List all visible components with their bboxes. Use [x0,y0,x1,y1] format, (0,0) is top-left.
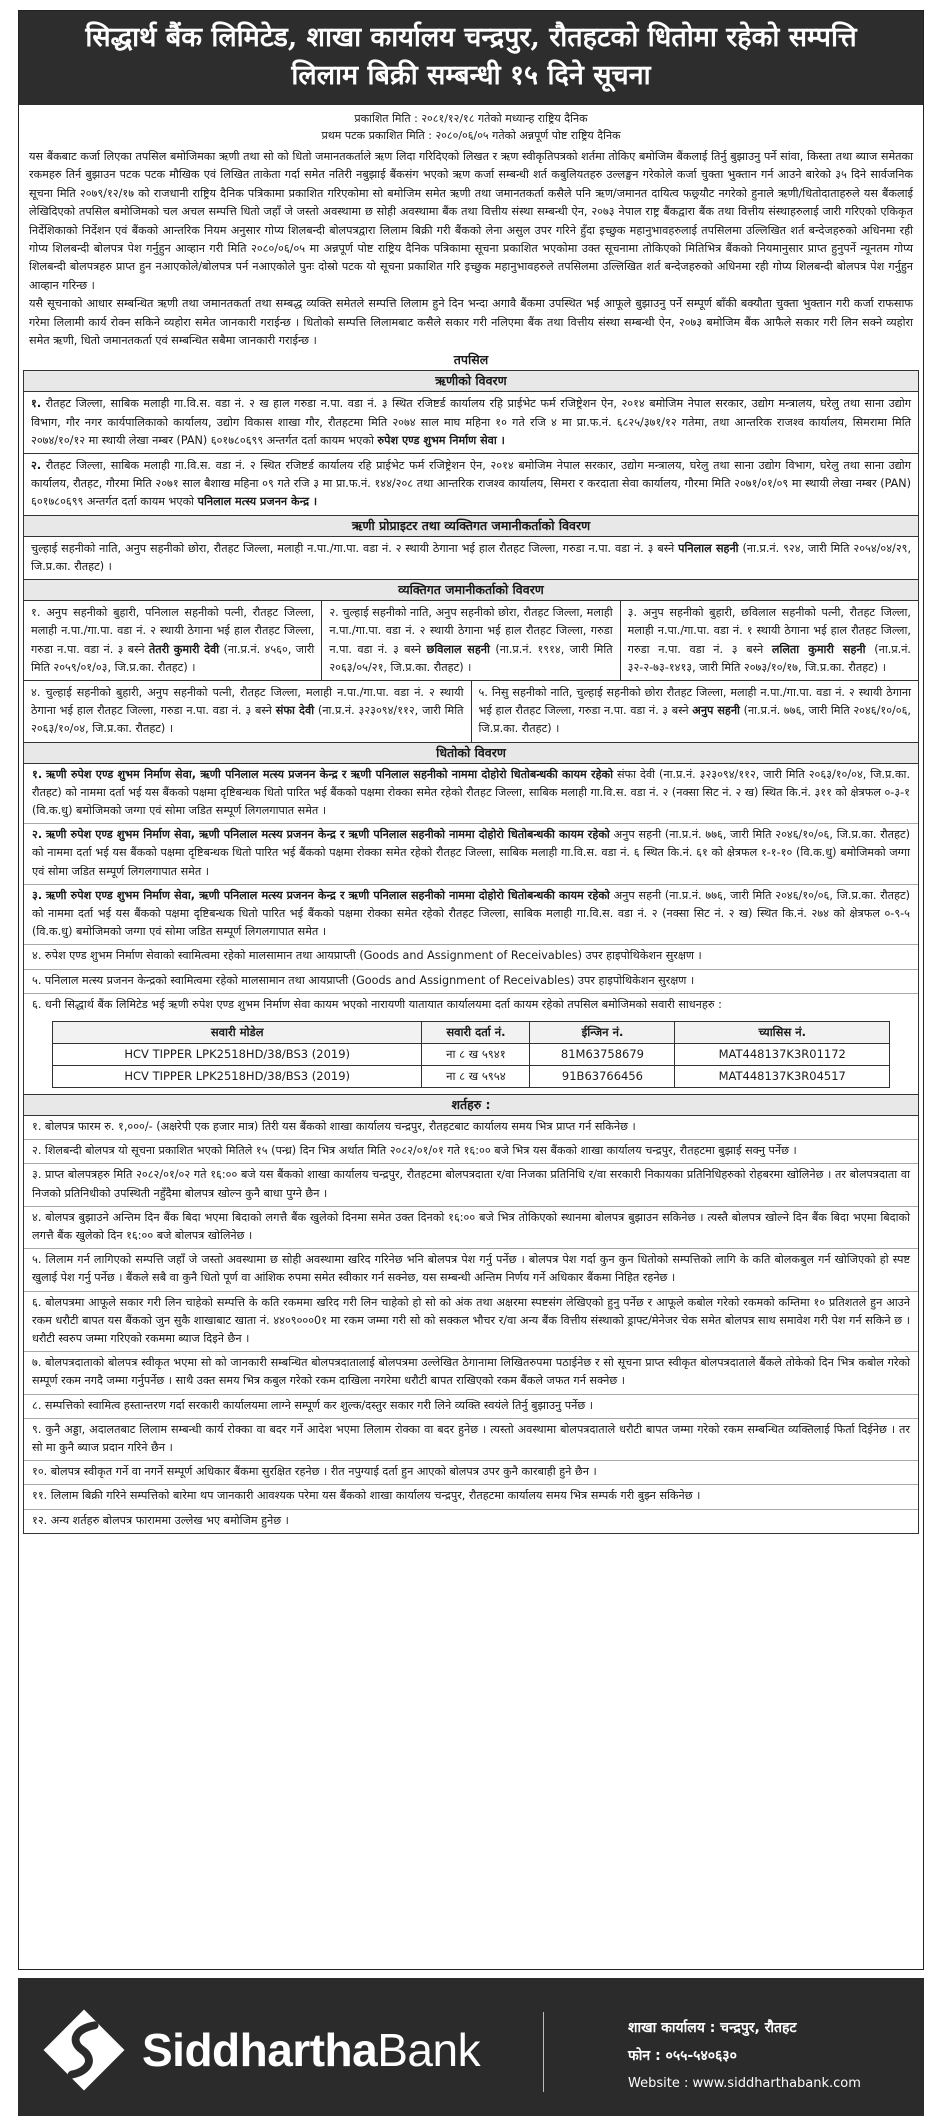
guarantor-1-tail: (ना.प्र.नं. ४५६०, जारी मिति २०५९/०१/०३, जि.प्र.का. रौतहट) । [31,642,315,674]
proprietor-detail [24,537,918,579]
proprietor-heading: ऋणी प्रोप्राइटर तथा व्यक्तिगत जमानीकर्ताको विवरण [24,515,918,537]
vehicle-reg: ना ८ ख ५९५४ [422,1065,530,1087]
collateral-item-1-bold: ऋणी रुपेश एण्ड शुभम निर्माण सेवा, ऋणी पनिलाल मत्स्य प्रजनन केन्द्र र ऋणी पनिलाल सहनीको नाममा दोहोरो धितोबन्धकी कायम रहेको [46,767,614,781]
collateral-heading: धितोको विवरण [24,742,918,764]
borrower-item-1-num: १. [31,397,42,411]
condition-item: ६. बोलपत्रमा आफूले सकार गरी लिन चाहेको सम्पत्ति के कति रकममा खरिद गरी लिन चाहेको हो सो को अंक तथा अक्षरमा स्पष्टसंग लेखिएको हुनु पर्नेछ र आफूले कबोल गरेको रकमको कम्तिमा १० प्रतिशतले हुन आउने रकम धरौटी बापत यस बैंकको जुन सुकै शाखाबाट खाता नं. ४४०९०००0१ मा रकम जम्मा गरी सो को सक्कल भौचर र/वा अन्य बैंक वित्तीय संस्थाको ड्राफ्ट/मेनेजर चेक समेत बोलपत्र साथ समावेश गरी पेश गर्न सकिने छ । धरौटी स्वरुप जम्मा गरिएको रकममा ब्याज दिइने छैन । [24,1291,918,1352]
guarantor-heading: व्यक्तिगत जमानीकर्ताको विवरण [24,579,918,601]
table-row [53,1065,890,1087]
collateral-item-2-text: अनुप सहनी (ना.प्र.नं. ७७६, जारी मिति २०४६/१०/०६, जि.प्र.का. रौतहट) को नाममा दर्ता भई यस बैंकको पक्षमा दृष्टिबन्धक धितो पारित भई बैंकको पक्षमा रोक्का समेत रहेको रौतहट जिल्ला, साबिक मलाही गा.वि.स. वडा नं. ६ स्थित कि.नं. ६१ को क्षेत्रफल १-१-१० (वि.क.धु) बमोजिमको जग्गा एवं सोमा जडित सम्पूर्ण लिगलगापात समेत । [32,828,910,878]
bank-website: Website : www.siddharthabank.com [628,2076,861,2091]
condition-item: ७. बोलपत्रदाताको बोलपत्र स्वीकृत भएमा सो को जानकारी सम्बन्धित बोलपत्रदातालाई बोलपत्रमा उल्लेखित ठेगानामा लिखितरुपमा पठाईनेछ र सो सूचना प्राप्त स्वीकृत बोलपत्रदाताले बैंकले तोकेको दिन भित्र कबोल गरेको सम्पूर्ण रकम नगदै जम्मा गर्नुपर्नेछ । साथै उक्त समय भित्र कबुल गरेको रकम दाखिला नगरेमा धरौटी बापत राखिएको रकम बैंकले जफत गर्न सक्नेछ । [24,1351,918,1393]
guarantor-2-text: २. चुल्हाई सहनीको नाति, अनुप सहनीको छोरा, रौतहट जिल्ला, मलाही न.पा./गा.पा. वडा नं. २ स्थायी ठेगाना भई हाल रौतहट जिल्ला, गरुडा न.पा. वडा नं. ३ बस्ने [329,606,613,656]
vehicle-table-wrap [24,1017,918,1094]
bank-footer [18,1978,924,2116]
borrower-item-1 [24,392,918,453]
vehicle-engine: 81M63758679 [530,1043,675,1065]
vehicle-chassis: MAT448137K3R01172 [675,1043,890,1065]
collateral-item-5: ५. पनिलाल मत्स्य प्रजनन केन्द्रको स्वामित्वमा रहेको मालसामान तथा आयप्राप्ती (Goods and Assignment of Receivables) उपर हाइपोथिकेशन सुरक्षण । [24,969,918,993]
collateral-item-3-num: ३. [32,888,43,902]
notice-title-line1: सिद्धार्थ बैंक लिमिटेड, शाखा कार्यालय चन्द्रपुर, रौतहटको धितोमा रहेको सम्पत्ति [85,22,857,53]
guarantor-row-1 [24,601,918,680]
vehicle-engine: 91B63766456 [530,1065,675,1087]
collateral-item-2-bold: ऋणी रुपेश एण्ड शुभम निर्माण सेवा, ऋणी पनिलाल मत्स्य प्रजनन केन्द्र र ऋणी पनिलाल सहनीको नाममा दोहोरो धितोबन्धकी कायम रहेको [45,828,610,842]
guarantor-3-tail: (ना.प्र.नं. ३२-२-७३-१४१३, जारी मिति २०७३/१०/१७, जि.प्र.का. रौतहट) । [627,642,911,674]
collateral-item-3-bold: ऋणी रुपेश एण्ड शुभम निर्माण सेवा, ऋणी पनिलाल मत्स्य प्रजनन केन्द्र र ऋणी पनिलाल सहनीको नाममा दोहोरो धितोबन्धकी कायम रहेको [45,888,610,902]
branch-phone: फोन : ०५५-५४०६३० [628,2048,737,2064]
condition-item: ११. लिलाम बिक्री गरिने सम्पत्तिको बारेमा थप जानकारी आवश्यक परेमा यस बैंकको शाखा कार्यालय चन्द्रपुर, रौतहटमा कार्यालय समय भित्र सम्पर्क गरी बुझ्न सकिनेछ । [24,1484,918,1508]
condition-item: ९. कुनै अड्डा, अदालतबाट लिलाम सम्बन्धी कार्य रोक्का वा बदर गर्ने आदेश भएमा लिलाम रोक्का वा बदर हुनेछ । त्यस्तो अवस्थामा बोलपत्रदाताले धरौटी बापत जम्मा गरेको रकम सम्बन्धित व्यक्तिलाई फिर्ता दिईनेछ । तर सो मा कुनै ब्याज प्रदान गरिने छैन । [24,1418,918,1460]
collateral-item-3 [24,884,918,945]
publication-date-first: प्रथम पटक प्रकाशित मिति : २०८०/०६/०५ गतेको अन्नपूर्ण पोष्ट राष्ट्रिय दैनिक [321,129,621,142]
condition-item: १. बोलपत्र फारम रु. १,०००/- (अक्षरेपी एक हजार मात्र) तिरी यस बैंकको शाखा कार्यालय चन्द्रपुर, रौतहटबाट कार्यालय समय भित्र प्राप्त गर्न सकिनेछ । [32,1119,636,1133]
guarantor-5-name: अनुप सहनी [692,704,740,718]
footer-divider [543,2012,544,2092]
collateral-item-2 [24,823,918,884]
notice-title-bar [19,11,923,105]
vehicle-chassis: MAT448137K3R04517 [675,1065,890,1087]
collateral-list [24,764,918,1017]
condition-item: ३. प्राप्त बोलपत्रहरु मिति २०८२/०१/०२ गते १६:०० बजे यस बैंकको शाखा कार्यालय चन्द्रपुर, रौतहटमा बोलपत्रदाता र/वा निजका प्रतिनिधि र/वा सरकारी निकायका प्रतिनिधिहरुको रोहबरमा खोलिनेछ । तर बोलपत्रदाता वा निजको प्रतिनिधीको उपस्थिती नहुँदैमा बोलपत्र खोल्न कुनै बाधा पुग्ने छैन । [24,1163,918,1205]
tapasil-label: तपसिल [453,352,489,368]
condition-item: ५. लिलाम गर्न लागिएको सम्पत्ति जहाँ जे जस्तो अवस्थामा छ सोही अवस्थामा खरिद गरिनेछ भनि बोलपत्र पेश गर्नु पर्नेछ । बोलपत्र पेश गर्दा कुन कुन धितोको सम्पत्तिको लागि के कति बोलकबुल गर्न खोजिएको हो स्पष्ट खुलाई पेश गर्नु पर्नेछ । बैंकले सबै वा कुनै धितो पूर्ण वा आंशिक रुपमा समेत स्वीकार गर्न सक्नेछ, यस सम्बन्धी अन्तिम निर्णय गर्ने अधिकार बैंकमा निहित रहनेछ । [24,1248,918,1290]
collateral-item-1 [24,764,918,824]
guarantor-2 [321,601,619,680]
conditions-heading: शर्तहरु : [24,1094,918,1116]
bank-logo [40,2006,480,2094]
borrower-item-2-text: रौतहट जिल्ला, साबिक मलाही गा.वि.स. वडा नं. २ स्थित रजिष्टर्ड कार्यालय रहि प्राईभेट फर्म रजिष्ट्रेशन ऐन, २०१४ बमोजिम नेपाल सरकार, उद्योग मन्त्रालय, घरेलु तथा साना उद्योग विभाग, घरेलु तथा साना उद्योग कार्यालय, रौतहट, गौरमा मिति २०७१ साल बैशाख महिना ०९ गते रजि ३ मा प्रा.फ.नं. १४४/२०८ तथा आन्तरिक राजश्व कार्यालय, सिमरा र करदाता सेवा कार्यालय, गौरमा मिति २०७१/०१/०९ मा स्थायी लेखा नम्बर (PAN) ६०१७८०६९९ अन्तर्गत दर्ता कायम भएको [31,459,911,509]
condition-item: २. शिलबन्दी बोलपत्र यो सूचना प्रकाशित भएको मितिले १५ (पन्ध्र) दिन भित्र अर्थात मिति २०८२/०१/०१ गते १६:०० बजे भित्र यस बैंकको शाखा कार्यालय चन्द्रपुर, रौतहटमा बुझाई सक्नु पर्नेछ । [24,1139,918,1163]
intro-paragraph: यस बैंकबाट कर्जा लिएका तपसिल बमोजिमका ऋणी तथा सो को धितो जमानतकर्ताले ऋण लिदा गरिदिएको लिखत र ऋण स्वीकृतिपत्रको शर्तमा तोकिए बमोजिम बैंकलाई तिर्नु बुझाउनु पर्ने सांवा, किस्ता तथा ब्याज समेतका रकमहरु तिर्न बुझाउन पटक पटक मौखिक एवं लिखित ताकेता गर्दा समेत नतिरी नबुझाई बैंकसंग भएको ऋण कर्जा सम्बन्धी शर्त कबुलियतहरु उल्लङ्घन गरेकोले कर्जा चुक्ता भुक्तान गर्न आउने बारेको ३५ दिने सार्वजनिक सूचना मिति २०७९/१२/१७ को राजधानी राष्ट्रिय दैनिक पत्रिकामा प्रकाशित गरिएकोमा सो बमोजिम समेत ऋणी तथा जमानतकर्ता कसैले पनि ऋण/जमानत दायित्व फछ्र्यौट नगरेको हुनाले ऋणी/धितोदाताहरुले यस बैंकलाई लेखिदिएको तपसिल बमोजिमको चल अचल सम्पत्ति धितो जहाँ जे जस्तो अवस्थामा छ सोही अवस्थामा बैंक तथा वित्तीय संस्था सम्बन्धी ऐन, २०७३ नेपाल राष्ट्र बैंकद्वारा बैंक तथा वित्तीय संस्थाहरुलाई जारी गरिएको एकिकृत निर्देशिकाको निर्देशन एवं बैंकको आन्तरिक नियम अनुसार गोप्य शिलबन्दी बोलपत्रद्वारा लिलाम बिक्री गरी बैंकको लेना असुल उपर गरिने हुँदा इच्छुक महानुभावहरुलाई तपसिलमा उल्लिखित शर्त बन्देजहरुको अधिनमा रही गोप्य शिलबन्दी बोलपत्र पेश गर्नुहुन आव्हान गरी मिति २०८०/०६/०५ मा अन्नपूर्ण पोष्ट राष्ट्रिय दैनिक पत्रिकामा सूचना प्रकाशित भएकोमा उक्त सूचनामा तोकिएको मितिभित्र बैंकको नियमानुसार प्राप्त हुनुपर्ने न्यूनतम गोप्य शिलबन्दी बोलपत्रहरु प्राप्त हुन नआएकोले/बोलपत्र पर्न नआएकोले पुनः दोस्रो पटक यो सूचना प्रकाशित गरि इच्छुक महानुभावहरुले तपसिलमा उल्लिखित शर्त बन्देजहरुको अधिनमा रही गोप्य शिलबन्दी बोलपत्र पेश गर्नुहुन आव्हान गरिन्छ । [29,150,913,292]
conditions-list [24,1116,918,1533]
borrower-item-1-text: रौतहट जिल्ला, साबिक मलाही गा.वि.स. वडा नं. २ ख हाल गरुडा न.पा. वडा नं. ३ स्थित रजिष्टर्ड कार्यालय रहि प्राईभेट फर्म रजिष्ट्रेशन ऐन, २०१४ बमोजिम नेपाल सरकार, उद्योग मन्त्रालय, घरेलु तथा साना उद्योग विभाग, गौर नगर कार्यपालिकाको कार्यालय, उद्योग विकास शाखा गौर, रौतहटमा मिति २०७४ साल माघ महिना १० गते रजि ४ मा प्रा.फ.नं. ६८२५/३७१/१२ गतेमा, तथा आन्तरिक राजश्व कार्यालय, सिमरामा मिति २०७४/१०/१२ मा स्थायी लेखा नम्बर (PAN) ६०१७८०६९९ अन्तर्गत दर्ता कायम भएको [31,397,912,447]
table-row [53,1043,890,1065]
guarantor-row-2 [24,680,918,742]
guarantor-5-tail: (ना.प्र.नं. ७७६, जारी मिति २०४६/१०/०६, जि.प्र.का. रौतहट) । [478,704,911,736]
proprietor-text: चुल्हाई सहनीको नाति, अनुप सहनीको छोरा, रौतहट जिल्ला, मलाही न.पा./गा.पा. वडा नं. २ स्थायी ठेगाना भई हाल रौतहट जिल्ला, गरुडा न.पा. वडा नं. ३ बस्ने [31,541,675,555]
collateral-item-4: ४. रुपेश एण्ड शुभम निर्माण सेवाको स्वामित्वमा रहेको मालसामान तथा आयप्राप्ती (Goods and Assignment of Receivables) उपर हाइपोथिकेशन सुरक्षण । [24,944,918,968]
guarantor-4 [24,681,471,742]
siddhartha-logo-icon [40,2006,128,2094]
vehicle-table [52,1021,890,1088]
guarantor-1 [24,601,321,680]
condition-item: १०. बोलपत्र स्वीकृत गर्ने वा नगर्ने सम्पूर्ण अधिकार बैंकमा सुरक्षित रहनेछ । रीत नपुग्याई दर्ता हुन आएको बोलपत्र उपर कुनै कारबाही हुने छैन । [24,1460,918,1484]
brand-regular: Bank [377,2024,481,2076]
notice-title-line2: लिलाम बिक्री सम्बन्धी १५ दिने सूचना [291,60,651,91]
vehicle-col-model: सवारी मोडेल [53,1021,422,1043]
guarantor-1-text: १. अनुप सहनीको बुहारी, पनिलाल सहनीको पत्नी, रौतहट जिल्ला, मलाही न.पा./गा.पा. वडा नं. २ स्थायी ठेगाना भई हाल रौतहट जिल्ला, गरुडा न.पा. वडा नं. ३ बस्ने [31,606,315,656]
vehicle-model: HCV TIPPER LPK2518HD/38/BS3 (2019) [53,1043,422,1065]
brand-bold: Siddhartha [142,2024,378,2076]
borrower-heading: ऋणीको विवरण [24,371,918,392]
vehicle-col-chassis: च्यासिस नं. [675,1021,890,1043]
vehicle-model: HCV TIPPER LPK2518HD/38/BS3 (2019) [53,1065,422,1087]
vehicle-col-reg: सवारी दर्ता नं. [422,1021,530,1043]
borrower-item-2-name: पनिलाल मत्स्य प्रजनन केन्द्र । [197,495,318,509]
condition-item: १२. अन्य शर्तहरु बोलपत्र फाराममा उल्लेख भए बमोजिम हुनेछ । [24,1509,918,1533]
condition-item: ८. सम्पत्तिको स्वामित्व हस्तान्तरण गर्दा सरकारी कार्यालयमा लाग्ने सम्पूर्ण कर शुल्क/दस्तुर सकार गरी लिने व्यक्ति स्वयंले तिर्नु बुझाउनु पर्नेछ । [24,1394,918,1418]
proprietor-tail: (ना.प्र.नं. ९२४, जारी मिति २०५४/०४/२९, जि.प्र.का. रौतहट) । [31,541,912,573]
collateral-item-3-text: अनुप सहनी (ना.प्र.नं. ७७६, जारी मिति २०४६/१०/०६, जि.प्र.का. रौतहट) को नाममा दर्ता भई यस बैंकको पक्षमा दृष्टिबन्धक धितो पारित भई बैंकको पक्षमा रोक्का समेत रहेको रौतहट जिल्ला, साबिक मलाही गा.वि.स. वडा नं. २ (नक्सा सिट नं. २ ख) स्थित कि.नं. २७४ को क्षेत्रफल ०-९-५ (वि.क.धु) बमोजिमको जग्गा एवं सोमा जडित सम्पूर्ण लिगलगापात समेत । [32,888,910,939]
guarantor-3-text: ३. अनुप सहनीको बुहारी, छविलाल सहनीको पत्नी, रौतहट जिल्ला, मलाही न.पा./गा.पा. वडा नं. १ स्थायी ठेगाना भई हाल रौतहट जिल्ला, गरुडा न.पा. वडा नं. ३ बस्ने [627,606,911,656]
borrower-item-2-num: २. [31,459,42,473]
guarantor-1-name: तेतरी कुमारी देवी [148,642,220,656]
borrower-section [23,370,919,1533]
vehicle-reg: ना ८ ख ५९४१ [422,1043,530,1065]
guarantor-4-name: संफा देवी [275,704,315,718]
publication-date-current: प्रकाशित मिति : २०८१/१२/१८ गतेको मध्यान्ह राष्ट्रिय दैनिक [354,112,588,125]
collateral-item-6: ६. धनी सिद्धार्थ बैंक लिमिटेड भई ऋणी रुपेश एण्ड शुभम निर्माण सेवा कायम भएको नारायणी यातायात कार्यालयमा दर्ता कायम रहेको तपसिल बमोजिमको सवारी साधनहरु : [24,993,918,1017]
guarantor-2-name: छविलाल सहनी [426,642,490,656]
publication-info [19,105,923,148]
guarantor-3 [620,601,918,680]
guarantor-2-tail: (ना.प्र.नं. १९१४, जारी मिति २०६३/०५/२१, जि.प्र.का. रौतहट) । [329,642,613,674]
guarantor-5-text: ५. निसु सहनीको नाति, चुल्हाई सहनीको छोरा रौतहट जिल्ला, मलाही न.पा./गा.पा. वडा नं. २ स्थायी ठेगाना भई हाल रौतहट जिल्ला, गरुडा न.पा. वडा नं. ३ बस्ने [478,685,911,718]
proprietor-name: पनिलाल सहनी [678,541,739,555]
branch-office: शाखा कार्यालय : चन्द्रपुर, रौतहट [628,2020,797,2036]
guarantor-5 [471,681,919,742]
collateral-item-1-num: १. [32,767,43,781]
vehicle-table-header [53,1021,890,1043]
condition-item: ४. बोलपत्र बुझाउने अन्तिम दिन बैंक बिदा भएमा बिदाको लगत्तै बैंक खुलेको दिनमा समेत उक्त दिनको १६:०० बजे भित्र तोकिएको स्थानमा बोलपत्र बुझाउन सकिनेछ । त्यस्तै बोलपत्र खोल्ने दिन बैंक बिदा भएमा बिदाको लगत्तै बैंक खुलेको दिन १६:०० बजे बोलपत्र खोलिनेछ । [24,1206,918,1248]
guarantor-4-tail: (ना.प्र.नं. ३२३०९४/११२, जारी मिति २०६३/१०/०४, जि.प्र.का. रौतहट) । [31,704,464,736]
vehicle-col-engine: ईन्जिन नं. [530,1021,675,1043]
collateral-item-1-text: संफा देवी (ना.प्र.नं. ३२३०९४/११२, जारी मिति २०६३/१०/०४, जि.प्र.का. रौतहट) को नाममा दर्ता भई यस बैंकको पक्षमा दृष्टिबन्धक धितो पारित भई बैंकको पक्षमा रोक्का समेत रहेको रौतहट जिल्ला, साबिक मलाही गा.वि.स. वडा नं. २ (नक्सा सिट नं. २ ख) स्थित कि.नं. ३११ को क्षेत्रफल ०-३-१ (वि.क.धु) बमोजिमको जग्गा एवं सोमा जडित सम्पूर्ण लिगलगापात समेत । [32,767,910,817]
bank-brand-name [142,2023,480,2077]
second-paragraph: यसै सूचनाको आधार सम्बन्धित ऋणी तथा जमानतकर्ता तथा सम्बद्ध व्यक्ति समेतले सम्पत्ति लिलाम हुने दिन भन्दा अगावै बैंकमा उपस्थित भई आफूले बुझाउनु पर्ने सम्पूर्ण बाँकी बक्यौता चुक्ता भुक्तान गरी कर्जा राफसाफ गरेमा लिलामी कार्य रोक्न सकिने व्यहोरा समेत जानकारी गराईन्छ । धितोको सम्पत्ति लिलामबाट कसैले सकार गरी नलिएमा बैंक तथा वित्तीय संस्था सम्बन्धी ऐन, २०७३ बमोजिम बैंक आफैले सकार गरी लिन सक्ने व्यहोरा समेत ऋणी, धितो जमानतकर्ता एवं सम्बन्धित सबैमा जानकारी गराईन्छ । [29,297,913,348]
branch-contact [628,2014,861,2098]
guarantor-3-name: ललिता कुमारी सहनी [771,642,866,656]
borrower-item-2 [24,453,918,515]
guarantor-4-text: ४. चुल्हाई सहनीको बुहारी, अनुप सहनीको पत्नी, रौतहट जिल्ला, मलाही न.पा./गा.पा. वडा नं. २ स्थायी ठेगाना भई हाल रौतहट जिल्ला, गरुडा न.पा. वडा नं. ३ बस्ने [31,685,464,718]
auction-notice [18,10,924,1970]
borrower-item-1-name: रुपेश एण्ड शुभम निर्माण सेवा । [377,433,505,447]
collateral-item-2-num: २. [32,828,43,842]
